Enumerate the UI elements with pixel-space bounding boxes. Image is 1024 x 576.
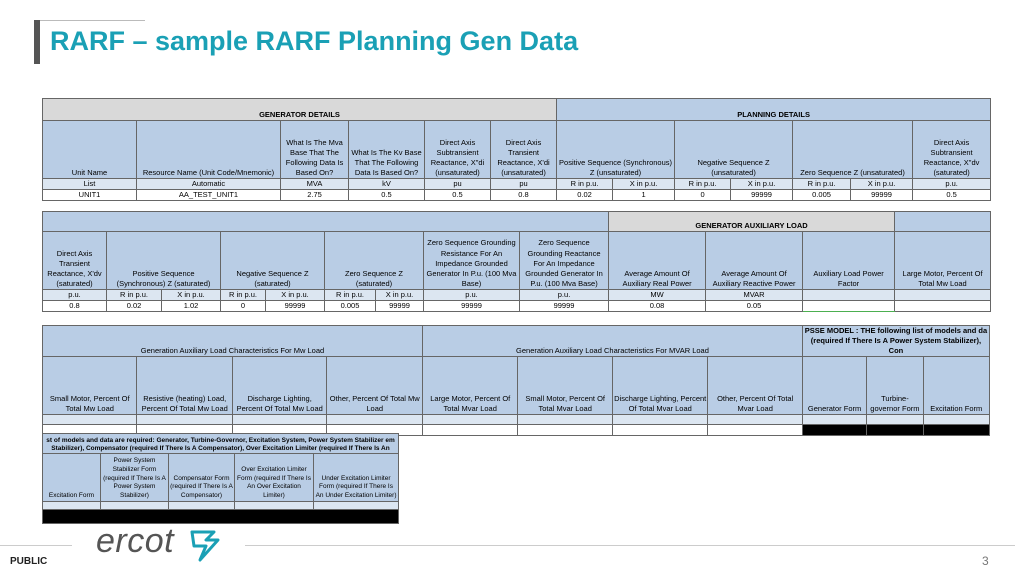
unit-cell bbox=[101, 502, 169, 510]
data-cell[interactable]: 0.5 bbox=[913, 190, 991, 201]
data-cell[interactable]: 0.005 bbox=[325, 301, 376, 312]
unit-cell: X in p.u. bbox=[162, 290, 221, 301]
unit-cell bbox=[422, 415, 517, 425]
unit-cell: X in p.u. bbox=[613, 179, 675, 190]
data-cell[interactable]: 1 bbox=[613, 190, 675, 201]
unit-cell bbox=[867, 415, 923, 425]
blacked-out-cell bbox=[923, 425, 989, 436]
col-turbine-governor-form: Turbine-governor Form bbox=[867, 357, 923, 415]
unit-cell: pu bbox=[491, 179, 557, 190]
col-aux-power-factor: Auxiliary Load Power Factor bbox=[803, 232, 895, 290]
col-oel-form: Over Excitation Limiter Form (required If There Is An Over Excitation Limiter) bbox=[235, 454, 314, 502]
unit-cell: X in p.u. bbox=[376, 290, 424, 301]
unit-cell: R in p.u. bbox=[107, 290, 162, 301]
unit-cell: R in p.u. bbox=[675, 179, 731, 190]
data-cell[interactable]: 0.02 bbox=[107, 301, 162, 312]
footer-rule-right bbox=[245, 545, 1015, 546]
col-pos-seq-sat: Positive Sequence (Synchronous) Z (saturated) bbox=[107, 232, 221, 290]
col-aux-real-power: Average Amount Of Auxiliary Real Power bbox=[609, 232, 706, 290]
unit-cell: X in p.u. bbox=[851, 179, 913, 190]
col-xdi-transient-unsat: Direct Axis Transient Reactance, X'di (unsaturated) bbox=[491, 121, 557, 179]
col-small-motor-mvar: Small Motor, Percent Of Total Mvar Load bbox=[518, 357, 612, 415]
col-compensator-form: Compensator Form (required If There Is A Compensator) bbox=[169, 454, 235, 502]
data-cell[interactable]: UNIT1 bbox=[43, 190, 137, 201]
unit-cell bbox=[518, 415, 612, 425]
col-zero-seq-grounding-resistance: Zero Sequence Grounding Resistance For An Impedance Grounded Generator In P.u. (100 Mva Base) bbox=[424, 232, 520, 290]
data-cell[interactable] bbox=[895, 301, 991, 312]
col-pss-form: Power System Stabilizer Form (required If There Is A Power System Stabilizer) bbox=[101, 454, 169, 502]
unit-cell: R in p.u. bbox=[557, 179, 613, 190]
title-accent-bar bbox=[34, 20, 40, 64]
unit-cell: R in p.u. bbox=[221, 290, 266, 301]
unit-cell: pu bbox=[425, 179, 491, 190]
data-cell[interactable]: 99999 bbox=[424, 301, 520, 312]
col-zero-seq-grounding-reactance: Zero Sequence Grounding Reactance For An Impedance Grounded Generator In P.u. (100 Mva Base) bbox=[520, 232, 609, 290]
title-accent-line bbox=[40, 20, 145, 21]
col-resistive-load-mw: Resistive (heating) Load, Percent Of Total Mw Load bbox=[137, 357, 232, 415]
aux-header-right-blank bbox=[895, 212, 991, 232]
planning-details-header: PLANNING DETAILS bbox=[557, 99, 991, 121]
col-mva-base: What Is The Mva Base That The Following Data Is Based On? bbox=[281, 121, 349, 179]
data-cell[interactable] bbox=[803, 301, 895, 312]
unit-cell: X in p.u. bbox=[731, 179, 793, 190]
col-pos-seq-unsat: Positive Sequence (Synchronous) Z (unsaturated) bbox=[557, 121, 675, 179]
unit-cell bbox=[802, 415, 866, 425]
data-cell[interactable] bbox=[422, 425, 517, 436]
data-cell[interactable]: 0.8 bbox=[43, 301, 107, 312]
col-excitation-form: Excitation Form bbox=[923, 357, 989, 415]
data-cell[interactable] bbox=[612, 425, 707, 436]
ercot-logo-mark-icon bbox=[184, 528, 226, 564]
blacked-out-cell bbox=[867, 425, 923, 436]
col-discharge-lighting-mvar: Discharge Lighting, Percent Of Total Mvar Load bbox=[612, 357, 707, 415]
generator-auxiliary-load-header: GENERATOR AUXILIARY LOAD bbox=[609, 212, 895, 232]
unit-cell bbox=[43, 415, 137, 425]
col-large-motor-mvar: Large Motor, Percent Of Total Mvar Load bbox=[422, 357, 517, 415]
col-unit-name: Unit Name bbox=[43, 121, 137, 179]
unit-cell bbox=[43, 502, 101, 510]
col-large-motor-mw: Large Motor, Percent Of Total Mw Load bbox=[895, 232, 991, 290]
col-xdv-sat: Direct Axis Subtransient Reactance, X"dv (saturated) bbox=[913, 121, 991, 179]
unit-cell bbox=[803, 290, 895, 301]
unit-cell: p.u. bbox=[520, 290, 609, 301]
data-cell[interactable]: 0 bbox=[675, 190, 731, 201]
unit-cell bbox=[235, 502, 314, 510]
unit-cell: Automatic bbox=[137, 179, 281, 190]
data-cell[interactable] bbox=[708, 425, 802, 436]
col-small-motor-mw: Small Motor, Percent Of Total Mw Load bbox=[43, 357, 137, 415]
generator-details-header: GENERATOR DETAILS bbox=[43, 99, 557, 121]
mw-load-characteristics-header: Generation Auxiliary Load Characteristics For Mw Load bbox=[43, 326, 423, 357]
col-aux-reactive-power: Average Amount Of Auxiliary Reactive Power bbox=[706, 232, 803, 290]
psse-model-continued-header: st of models and data are required: Generator, Turbine-Governor, Excitation System, Power System Stabilizer em Stabilizer), Compensator (required If There Is A Compensator), Over Excitation Limiter (required If There Is An bbox=[43, 434, 399, 454]
data-cell[interactable]: 99999 bbox=[266, 301, 325, 312]
slide-title: RARF – sample RARF Planning Gen Data bbox=[50, 26, 579, 56]
unit-cell bbox=[708, 415, 802, 425]
col-uel-form: Under Excitation Limiter Form (required If There Is An Under Excitation Limiter) bbox=[314, 454, 399, 502]
unit-cell: kV bbox=[349, 179, 425, 190]
unit-cell bbox=[895, 290, 991, 301]
col-generator-form: Generator Form bbox=[802, 357, 866, 415]
data-cell[interactable]: 1.02 bbox=[162, 301, 221, 312]
unit-cell: MVAR bbox=[706, 290, 803, 301]
unit-cell: R in p.u. bbox=[325, 290, 376, 301]
data-cell[interactable]: 99999 bbox=[520, 301, 609, 312]
page-number: 3 bbox=[982, 554, 989, 568]
psse-model-header: PSSE MODEL : THE following list of models and da (required If There Is A Power System Stabilizer), Con bbox=[802, 326, 989, 357]
unit-cell bbox=[327, 415, 423, 425]
ercot-logo: ercot bbox=[96, 522, 175, 560]
col-discharge-lighting-mw: Discharge Lighting, Percent Of Total Mw Load bbox=[232, 357, 326, 415]
col-other-mvar: Other, Percent Of Total Mvar Load bbox=[708, 357, 802, 415]
data-cell[interactable]: 0.08 bbox=[609, 301, 706, 312]
auxiliary-load-characteristics-table bbox=[42, 325, 990, 436]
unit-cell: p.u. bbox=[424, 290, 520, 301]
unit-cell: p.u. bbox=[913, 179, 991, 190]
unit-cell: p.u. bbox=[43, 290, 107, 301]
data-cell[interactable]: 0.05 bbox=[706, 301, 803, 312]
col-xdi-unsat: Direct Axis Subtransient Reactance, X"di (unsaturated) bbox=[425, 121, 491, 179]
unit-cell bbox=[612, 415, 707, 425]
aux-header-blank bbox=[43, 212, 609, 232]
unit-cell: List bbox=[43, 179, 137, 190]
col-zero-seq-sat: Zero Sequence Z (saturated) bbox=[325, 232, 424, 290]
data-cell[interactable]: 2.75 bbox=[281, 190, 349, 201]
unit-cell bbox=[232, 415, 326, 425]
classification-label: PUBLIC bbox=[10, 556, 48, 567]
mvar-load-characteristics-header: Generation Auxiliary Load Characteristics For MVAR Load bbox=[422, 326, 802, 357]
data-cell[interactable] bbox=[518, 425, 612, 436]
data-cell[interactable]: 0 bbox=[221, 301, 266, 312]
col-xdv-transient-sat: Direct Axis Transient Reactance, X'dv (saturated) bbox=[43, 232, 107, 290]
psse-model-forms-table bbox=[42, 433, 399, 524]
col-neg-seq-unsat: Negative Sequence Z (unsaturated) bbox=[675, 121, 793, 179]
data-cell[interactable]: 0.02 bbox=[557, 190, 613, 201]
blacked-out-cell bbox=[802, 425, 866, 436]
col-other-mw: Other, Percent Of Total Mw Load bbox=[327, 357, 423, 415]
col-resource-name: Resource Name (Unit Code/Mnemonic) bbox=[137, 121, 281, 179]
col-kv-base: What Is The Kv Base That The Following Data Is Based On? bbox=[349, 121, 425, 179]
data-cell[interactable]: AA_TEST_UNIT1 bbox=[137, 190, 281, 201]
data-cell[interactable]: 99999 bbox=[731, 190, 793, 201]
unit-cell: R in p.u. bbox=[793, 179, 851, 190]
data-cell[interactable]: 99999 bbox=[851, 190, 913, 201]
auxiliary-load-table bbox=[42, 211, 991, 312]
data-cell[interactable]: 0.5 bbox=[349, 190, 425, 201]
unit-cell: X in p.u. bbox=[266, 290, 325, 301]
data-cell[interactable]: 0.8 bbox=[491, 190, 557, 201]
unit-cell: MVA bbox=[281, 179, 349, 190]
data-cell[interactable]: 0.5 bbox=[425, 190, 491, 201]
unit-cell bbox=[137, 415, 232, 425]
unit-cell bbox=[169, 502, 235, 510]
data-cell[interactable]: 0.005 bbox=[793, 190, 851, 201]
unit-cell bbox=[923, 415, 989, 425]
unit-cell bbox=[314, 502, 399, 510]
data-cell[interactable]: 99999 bbox=[376, 301, 424, 312]
footer-rule-left bbox=[0, 545, 72, 546]
unit-cell: MW bbox=[609, 290, 706, 301]
col-excitation-form: Excitation Form bbox=[43, 454, 101, 502]
col-zero-seq-unsat: Zero Sequence Z (unsaturated) bbox=[793, 121, 913, 179]
col-neg-seq-sat: Negative Sequence Z (saturated) bbox=[221, 232, 325, 290]
generator-details-table bbox=[42, 98, 991, 201]
